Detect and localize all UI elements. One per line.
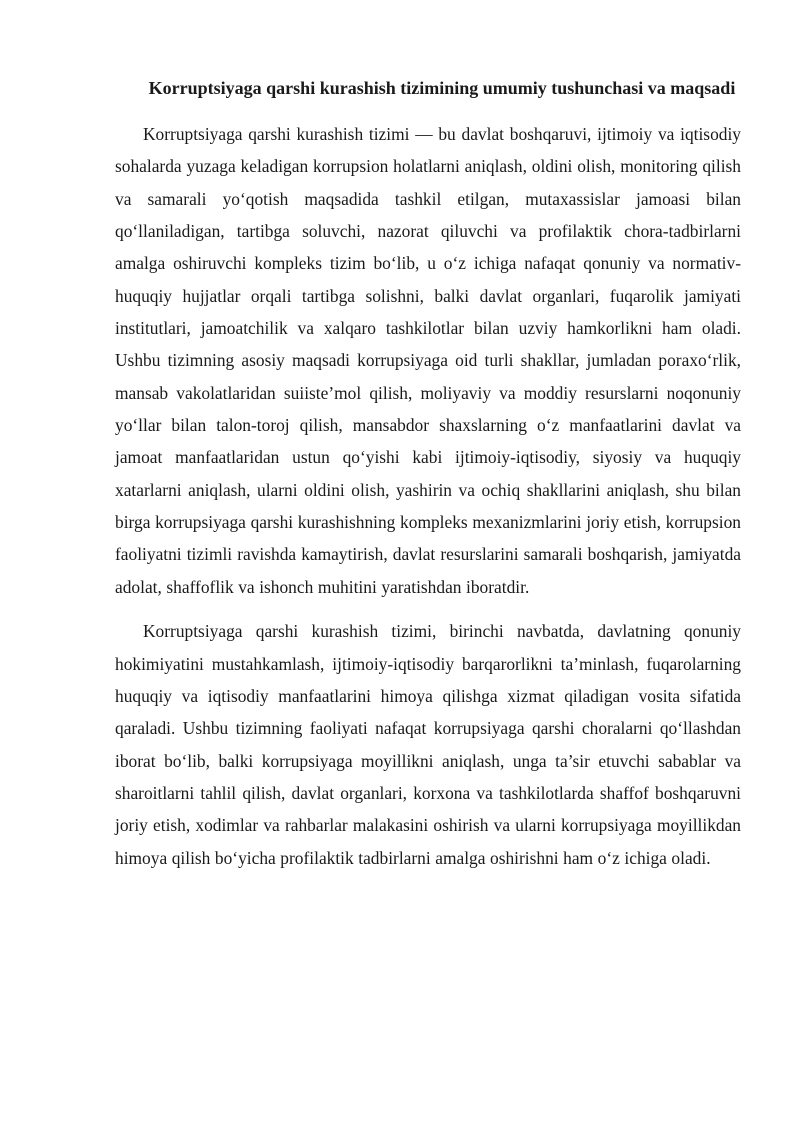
paragraph-1: Korruptsiyaga qarshi kurashish tizimi — bu davlat boshqaruvi, ijtimoiy va iqtisodiy sohalarda yuzaga keladigan korrupsion holatlarni aniqlash, oldini olish, monitoring qilish va samarali yo‘qotish maqsadida tashkil etilgan, mutaxassislar jamoasi bilan qo‘llaniladigan, tartibga soluvchi, nazorat qiluvchi va profilaktik chora-tadbirlarni amalga oshiruvchi kompleks tizim bo‘lib, u o‘z ichiga nafaqat qonuniy va normativ-huquqiy hujjatlar orqali tartibga solishni, balki davlat organlari, fuqarolik jamiyati institutlari, jamoatchilik va xalqaro tashkilotlar bilan uzviy hamkorlikni ham oladi. Ushbu tizimning asosiy maqsadi korrupsiyaga oid turli shakllar, jumladan poraxo‘rlik, mansab vakolatlaridan suiiste’mol qilish, moliyaviy va moddiy resurslarni noqonuniy yo‘llar bilan talon-toroj qilish, mansabdor shaxslarning o‘z manfaatlarini davlat va jamoat manfaatlaridan ustun qo‘yishi kabi ijtimoiy-iqtisodiy, siyosiy va huquqiy xatarlarni aniqlash, ularni oldini olish, yashirin va ochiq shakllarini aniqlash, shu bilan birga korrupsiyaga qarshi kurashishning kompleks mexanizmlarini joriy etish, korrupsion faoliyatni tizimli ravishda kamaytirish, davlat resurslarini samarali boshqarish, jamiyatda adolat, shaffoflik va ishonch muhitini yaratishdan iboratdir. xyxy=(115,124,741,597)
document-body xyxy=(115,72,741,886)
document-title: Korruptsiyaga qarshi kurashish tizimining umumiy tushunchasi va maqsadi xyxy=(148,78,736,98)
paragraph-2: Korruptsiyaga qarshi kurashish tizimi, birinchi navbatda, davlatning qonuniy hokimiyatini mustahkamlash, ijtimoiy-iqtisodiy barqarorlikni ta’minlash, fuqarolarning huquqiy va iqtisodiy manfaatlarini himoya qilishga xizmat qiladigan vosita sifatida qaraladi. Ushbu tizimning faoliyati nafaqat korrupsiyaga qarshi choralarni qo‘llashdan iborat bo‘lib, balki korrupsiyaga moyillikni aniqlash, unga ta’sir etuvchi sabablar va sharoitlarni tahlil qilish, davlat organlari, korxona va tashkilotlarda shaffof boshqaruvni joriy etish, xodimlar va rahbarlar malakasini oshirish va ularni korrupsiyaga moyillikdan himoya qilish bo‘yicha profilaktik tadbirlarni amalga oshirishni ham o‘z ichiga oladi. xyxy=(115,621,741,868)
